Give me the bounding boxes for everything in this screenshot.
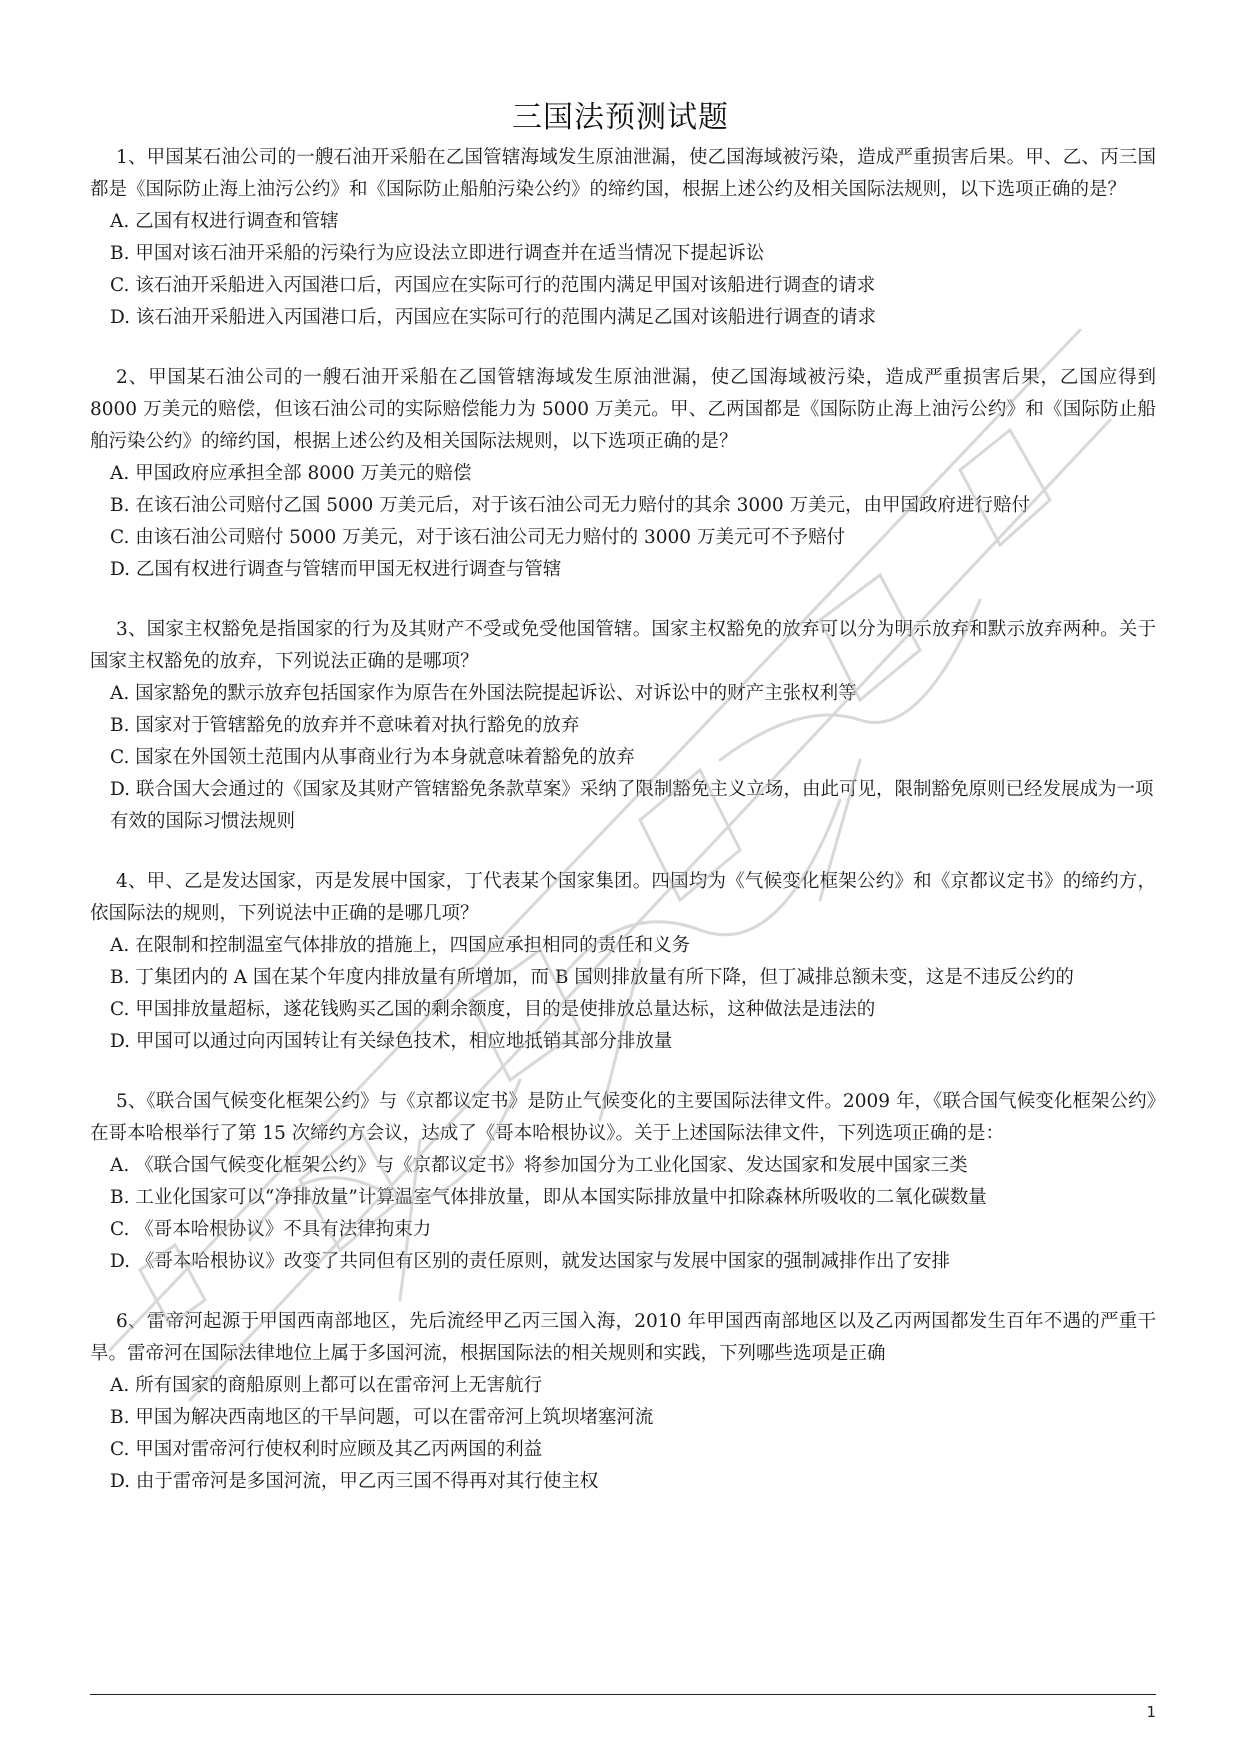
question-stem: 6、雷帝河起源于甲国西南部地区，先后流经甲乙丙三国入海，2010 年甲国西南部地区以及乙丙两国都发生百年不遇的严重干旱。雷帝河在国际法律地位上属于多国河流，根据国际法的相关规则和实践，下列哪些选项是正确 [90, 1311, 1156, 1364]
question-stem: 1、甲国某石油公司的一艘石油开采船在乙国管辖海域发生原油泄漏，使乙国海域被污染，造成严重损害后果。甲、乙、丙三国都是《国际防止海上油污公约》和《国际防止船舶污染公约》的缔约国，根据上述公约及相关国际法规则，以下选项正确的是？ [90, 147, 1156, 200]
footer-rule [90, 1694, 1156, 1695]
option-a: A. 乙国有权进行调查和管辖 [110, 211, 339, 232]
question-stem: 4、甲、乙是发达国家，丙是发展中国家，丁代表某个国家集团。四国均为《气候变化框架公约》和《京都议定书》的缔约方，依国际法的规则，下列说法中正确的是哪几项？ [90, 871, 1156, 924]
question-3 [90, 614, 1156, 838]
option-b: B. 在该石油公司赔付乙国 5000 万美元后，对于该石油公司无力赔付的其余 3000 万美元，由甲国政府进行赔付 [110, 495, 1031, 516]
option-c: C. 由该石油公司赔付 5000 万美元，对于该石油公司无力赔付的 3000 万美元可不予赔付 [110, 527, 845, 548]
question-stem: 3、国家主权豁免是指国家的行为及其财产不受或免受他国管辖。国家主权豁免的放弃可以分为明示放弃和默示放弃两种。关于国家主权豁免的放弃，下列说法正确的是哪项？ [90, 619, 1156, 672]
question-2 [90, 362, 1156, 586]
option-c: C. 甲国对雷帝河行使权利时应顾及其乙丙两国的利益 [110, 1439, 543, 1460]
option-d: D. 由于雷帝河是多国河流，甲乙丙三国不得再对其行使主权 [110, 1471, 599, 1492]
option-a: A. 国家豁免的默示放弃包括国家作为原告在外国法院提起诉讼、对诉讼中的财产主张权利等 [110, 683, 857, 704]
page-title: 三国法预测试题 [512, 100, 729, 135]
option-c: C. 甲国排放量超标，遂花钱购买乙国的剩余额度，目的是使排放总量达标，这种做法是违法的 [110, 999, 876, 1020]
question-stem: 5、《联合国气候变化框架公约》与《京都议定书》是防止气候变化的主要国际法律文件。2009 年，《联合国气候变化框架公约》在哥本哈根举行了第 15 次缔约方会议，达成了《哥本哈根协议》。关于上述国际法律文件，下列选项正确的是： [90, 1091, 1156, 1144]
option-a: A. 所有国家的商船原则上都可以在雷帝河上无害航行 [110, 1375, 543, 1396]
option-a: A. 在限制和控制温室气体排放的措施上，四国应承担相同的责任和义务 [110, 935, 691, 956]
option-c: C. 国家在外国领土范围内从事商业行为本身就意味着豁免的放弃 [110, 747, 635, 768]
option-b: B. 丁集团内的 A 国在某个年度内排放量有所增加，而 B 国则排放量有所下降，但丁减排总额未变，这是不违反公约的 [110, 967, 1074, 988]
question-4 [90, 866, 1156, 1058]
option-c: C. 该石油开采船进入丙国港口后，丙国应在实际可行的范围内满足甲国对该船进行调查的请求 [110, 275, 876, 296]
question-5 [90, 1086, 1156, 1278]
option-d: D. 乙国有权进行调查与管辖而甲国无权进行调查与管辖 [110, 559, 562, 580]
option-d: D. 《哥本哈根协议》改变了共同但有区别的责任原则，就发达国家与发展中国家的强制减排作出了安排 [110, 1251, 950, 1272]
option-d: D. 联合国大会通过的《国家及其财产管辖豁免条款草案》采纳了限制豁免主义立场，由此可见，限制豁免原则已经发展成为一项有效的国际习惯法规则 [110, 779, 1154, 832]
option-d: D. 该石油开采船进入丙国港口后，丙国应在实际可行的范围内满足乙国对该船进行调查的请求 [110, 307, 876, 328]
option-b: B. 国家对于管辖豁免的放弃并不意味着对执行豁免的放弃 [110, 715, 580, 736]
page-number: 1 [1146, 1703, 1156, 1721]
option-a: A. 甲国政府应承担全部 8000 万美元的赔偿 [110, 463, 472, 484]
question-list [90, 142, 1156, 1526]
option-c: C. 《哥本哈根协议》不具有法律拘束力 [110, 1219, 432, 1240]
option-b: B. 甲国对该石油开采船的污染行为应设法立即进行调查并在适当情况下提起诉讼 [110, 243, 765, 264]
option-d: D. 甲国可以通过向丙国转让有关绿色技术，相应地抵销其部分排放量 [110, 1031, 673, 1052]
option-b: B. 甲国为解决西南地区的干旱问题，可以在雷帝河上筑坝堵塞河流 [110, 1407, 654, 1428]
question-6 [90, 1306, 1156, 1498]
option-b: B. 工业化国家可以“净排放量”计算温室气体排放量，即从本国实际排放量中扣除森林所吸收的二氧化碳数量 [110, 1187, 987, 1208]
option-a: A. 《联合国气候变化框架公约》与《京都议定书》将参加国分为工业化国家、发达国家和发展中国家三类 [110, 1155, 968, 1176]
question-stem: 2、甲国某石油公司的一艘石油开采船在乙国管辖海域发生原油泄漏，使乙国海域被污染，造成严重损害后果，乙国应得到 8000 万美元的赔偿，但该石油公司的实际赔偿能力为 5000 万美元。甲、乙两国都是《国际防止海上油污公约》和《国际防止船舶污染公约》的缔约国，根据上述公约及相关国际法规则，以下选项正确的是？ [90, 367, 1156, 452]
question-1 [90, 142, 1156, 334]
